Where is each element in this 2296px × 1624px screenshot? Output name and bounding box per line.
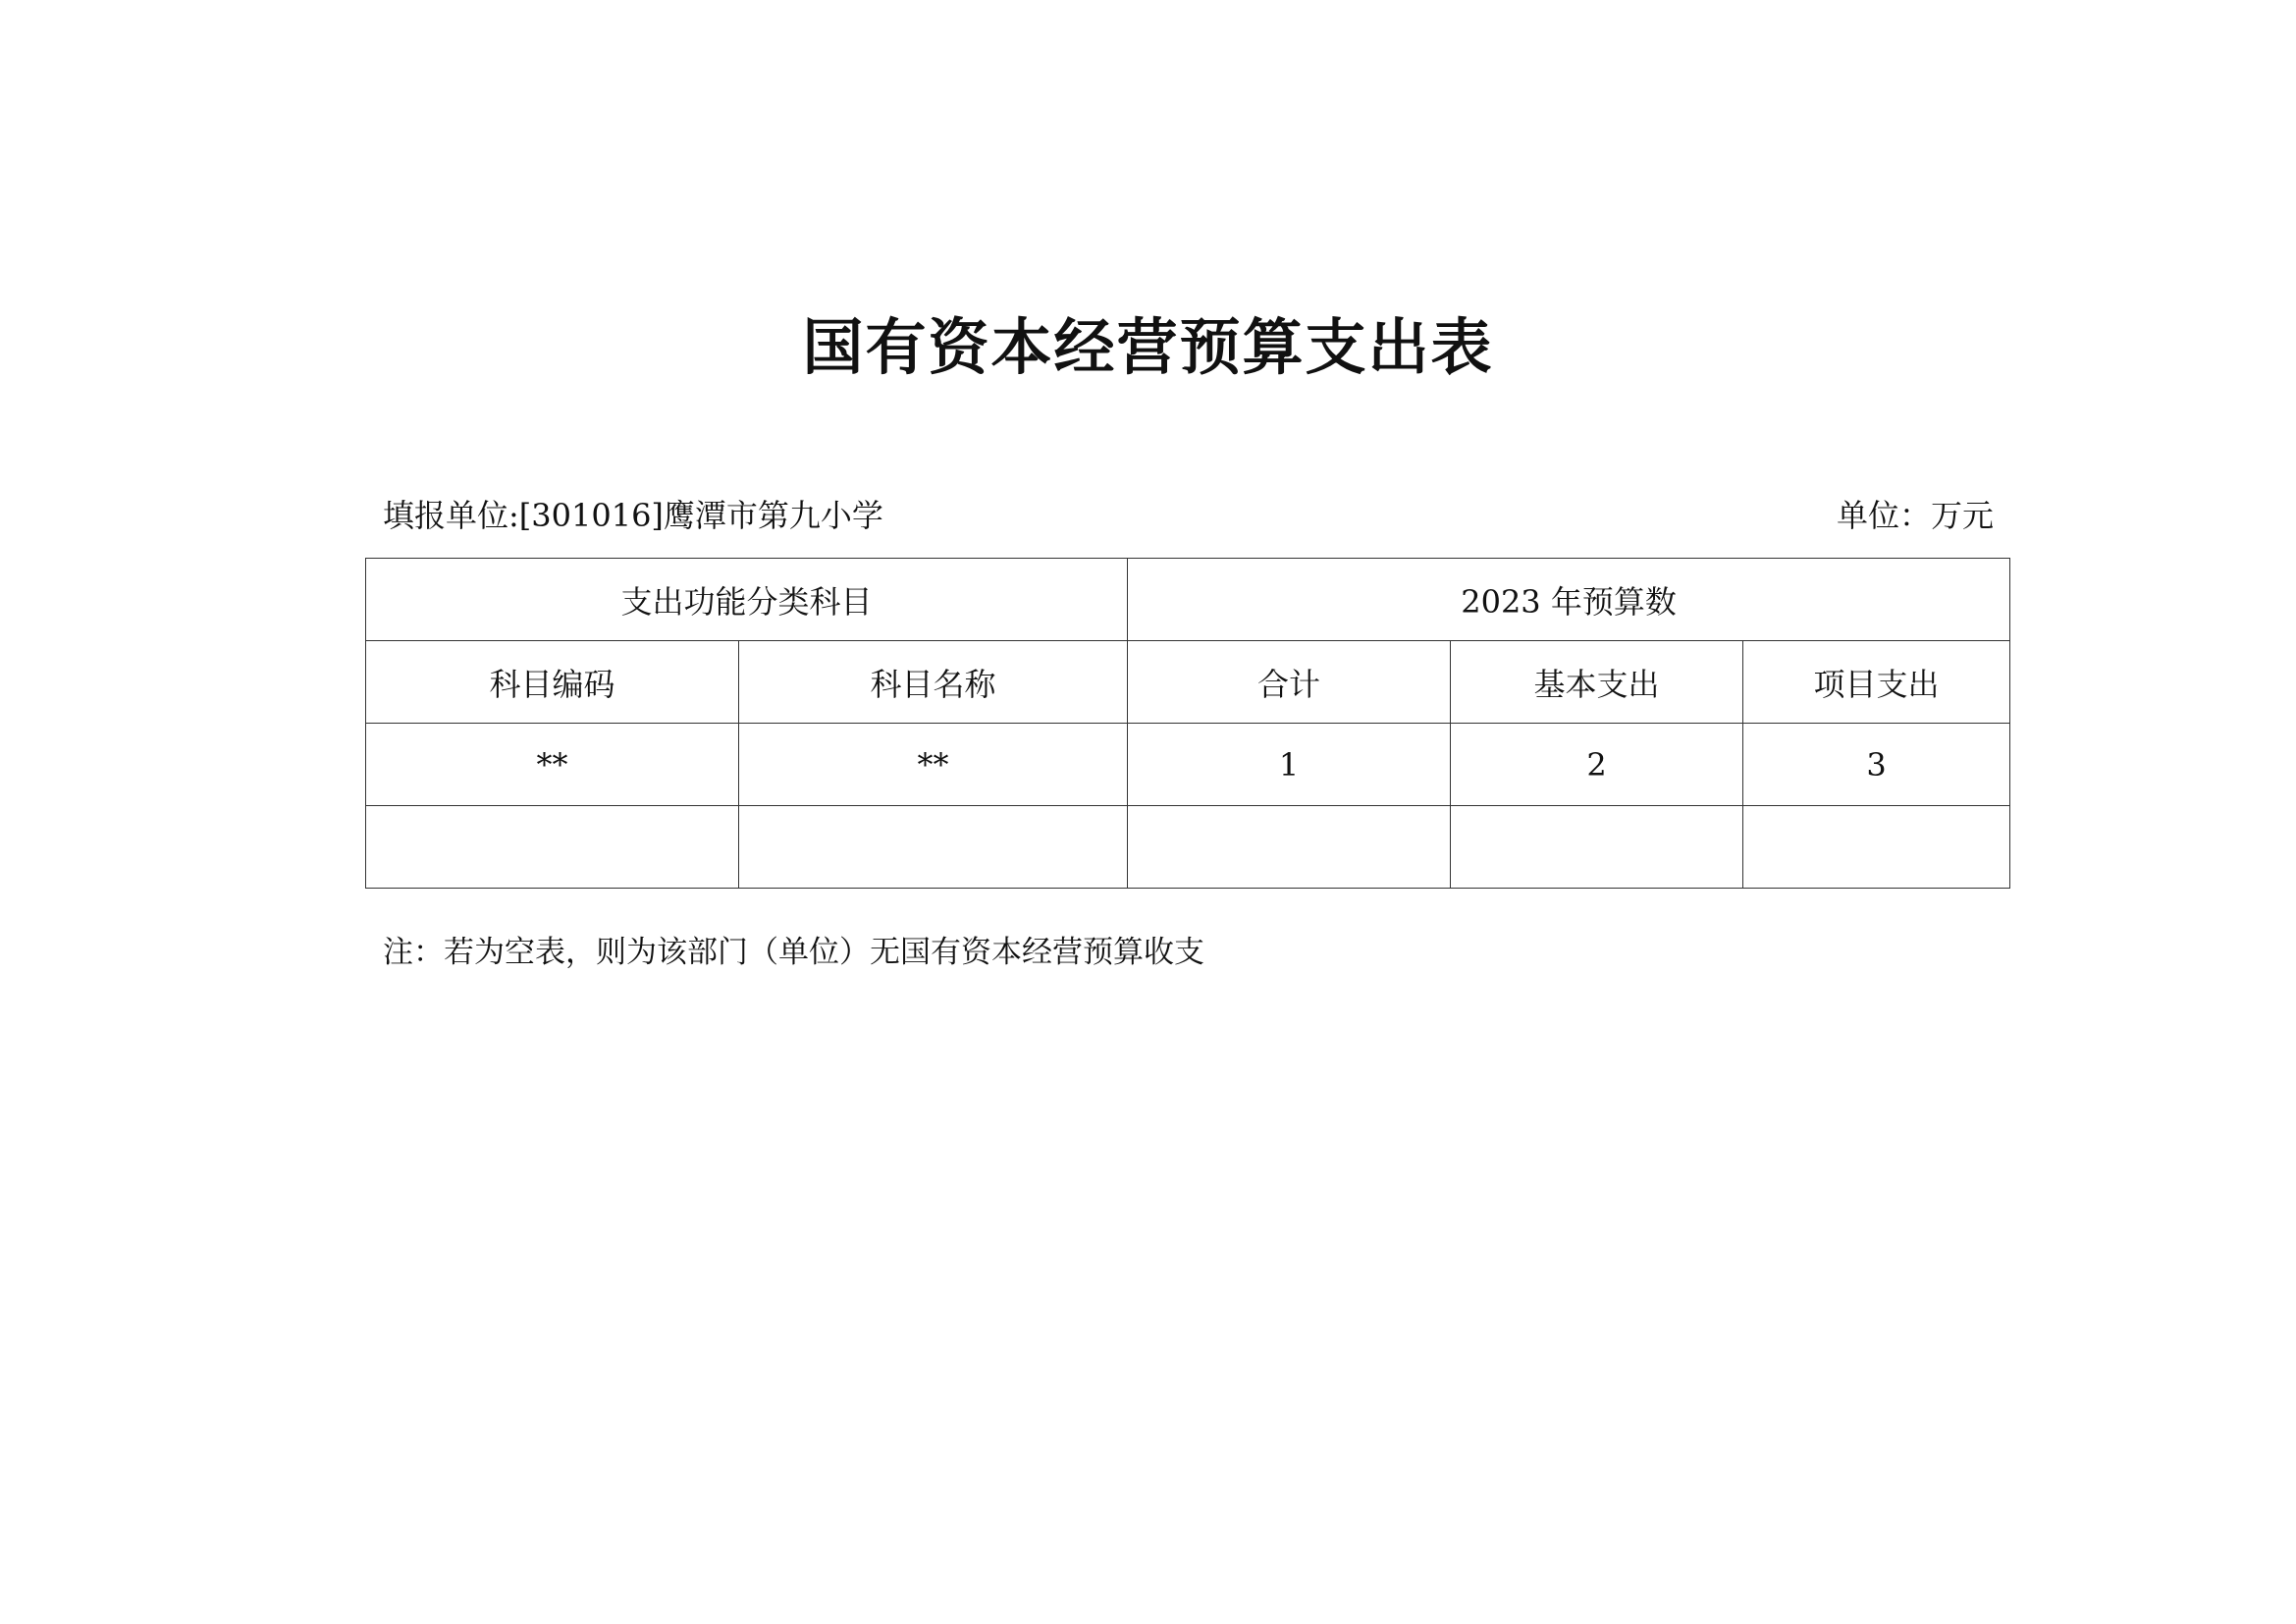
table-cell: [739, 806, 1128, 889]
table-cell: 2: [1451, 724, 1743, 806]
unit-label: 单位：万元: [1836, 497, 1994, 534]
fill-unit-label: 填报单位:[301016]鹰潭市第九小学: [383, 497, 883, 534]
header-project: 项目支出: [1743, 641, 2010, 724]
header-basic: 基本支出: [1451, 641, 1743, 724]
header-name: 科目名称: [739, 641, 1128, 724]
table-cell: [1743, 806, 2010, 889]
table-cell: 3: [1743, 724, 2010, 806]
table-header-row: [366, 559, 2010, 641]
header-total: 合计: [1128, 641, 1451, 724]
table-cell: [1451, 806, 1743, 889]
page-title: 国有资本经营预算支出表: [802, 311, 1494, 383]
header-category: 支出功能分类科目: [366, 559, 1128, 641]
table-index-row: [366, 724, 2010, 806]
table-cell: [1128, 806, 1451, 889]
header-budget: 2023 年预算数: [1128, 559, 2010, 641]
table-cell: **: [739, 724, 1128, 806]
table-cell: [366, 806, 739, 889]
table-row: [366, 806, 2010, 889]
header-code: 科目编码: [366, 641, 739, 724]
table-subheader-row: [366, 641, 2010, 724]
footnote: 注：若为空表，则为该部门（单位）无国有资本经营预算收支: [383, 935, 1204, 970]
budget-table: [365, 558, 2010, 889]
table-cell: 1: [1128, 724, 1451, 806]
table-cell: **: [366, 724, 739, 806]
